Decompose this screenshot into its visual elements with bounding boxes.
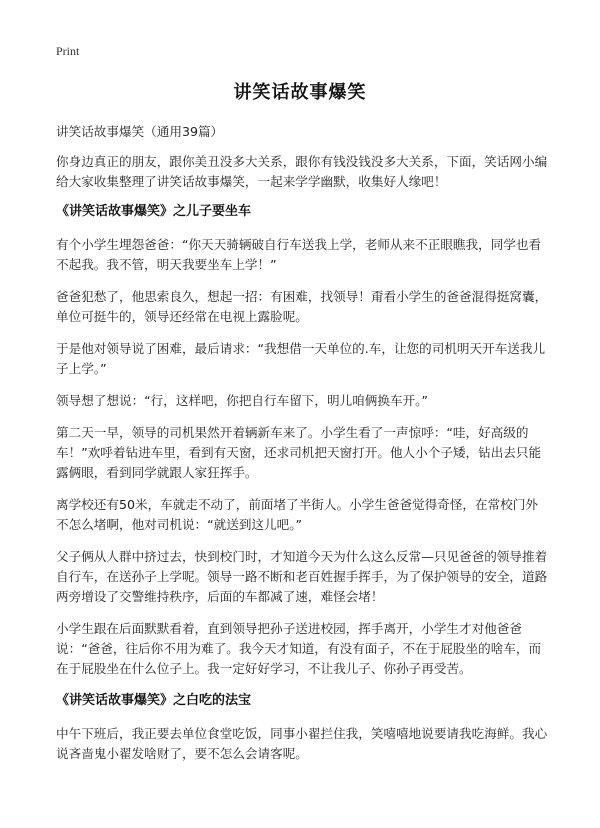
article-subtitle: 讲笑话故事爆笑（通用39篇）	[56, 124, 224, 139]
story-paragraph: 中午下班后，我正要去单位食堂吃饭，同事小翟拦住我，笑嘻嘻地说要请我吃海鲜。我心说吝啬鬼小翟发啥财了，要不怎么会请客呢。	[56, 726, 548, 761]
story-paragraph: 领导想了想说：“行，这样吧，你把自行车留下，明儿咱俩换车开。”	[56, 393, 428, 408]
story-paragraph: 父子俩从人群中挤过去，快到校门时，才知道今天为什么这么反常—只见爸爸的领导推着自行车，在送孙子上学呢。领导一路不断和老百姓握手挥手，为了保护领导的安全，道路两旁增设了交警维持秩序，后面的车都减了速，难怪会堵！	[56, 549, 548, 604]
story-paragraph: 有个小学生埋怨爸爸：“你天天骑辆破自行车送我上学，老师从来不正眼瞧我，同学也看不起我。我不管，明天我要坐车上学！”	[56, 237, 542, 272]
print-link[interactable]: Print	[56, 44, 80, 58]
story-paragraph: 离学校还有50米，车就走不动了，前面堵了半街人。小学生爸爸觉得奇怪，在常校门外不怎么堵啊，他对司机说：“就送到这儿吧。”	[56, 497, 538, 532]
intro-paragraph: 你身边真正的朋友，跟你美丑没多大关系，跟你有钱没钱没多大关系，下面，笑话网小编给大家收集整理了讲笑话故事爆笑，一起来学学幽默，收集好人缘吧！	[56, 154, 548, 189]
section-heading: 《讲笑话故事爆笑》之儿子要坐车	[56, 204, 252, 219]
article-body	[56, 122, 548, 776]
story-paragraph: 爸爸犯愁了，他思索良久，想起一招：有困难，找领导！甭看小学生的爸爸混得挺窝囊，单位可挺牛的，领导还经常在电视上露脸呢。	[56, 289, 548, 324]
page-title: 讲笑话故事爆笑	[233, 82, 367, 103]
story-paragraph: 于是他对领导说了困难，最后请求：“我想借一天单位的.车，让您的司机明天开车送我儿子上学。”	[56, 341, 546, 376]
story-paragraph: 小学生跟在后面默默看着，直到领导把孙子送进校园，挥手离开，小学生才对他爸爸说：“爸爸，往后你不用为难了。我今天才知道，有没有面子，不在于屁股坐的啥车，而在于屁股坐在什么位子上。我一定好好学习，不让我儿子、你孙子再受苦。	[56, 621, 542, 676]
section-heading: 《讲笑话故事爆笑》之白吃的法宝	[56, 693, 252, 708]
story-paragraph: 第二天一早，领导的司机果然开着辆新车来了。小学生看了一声惊呼：“哇，好高级的车！”欢呼着钻进车里，看到有天窗，还求司机把天窗打开。他人小个子矮，钻出去只能露俩眼，看到同学就跟人家狂挥手。	[56, 425, 542, 480]
